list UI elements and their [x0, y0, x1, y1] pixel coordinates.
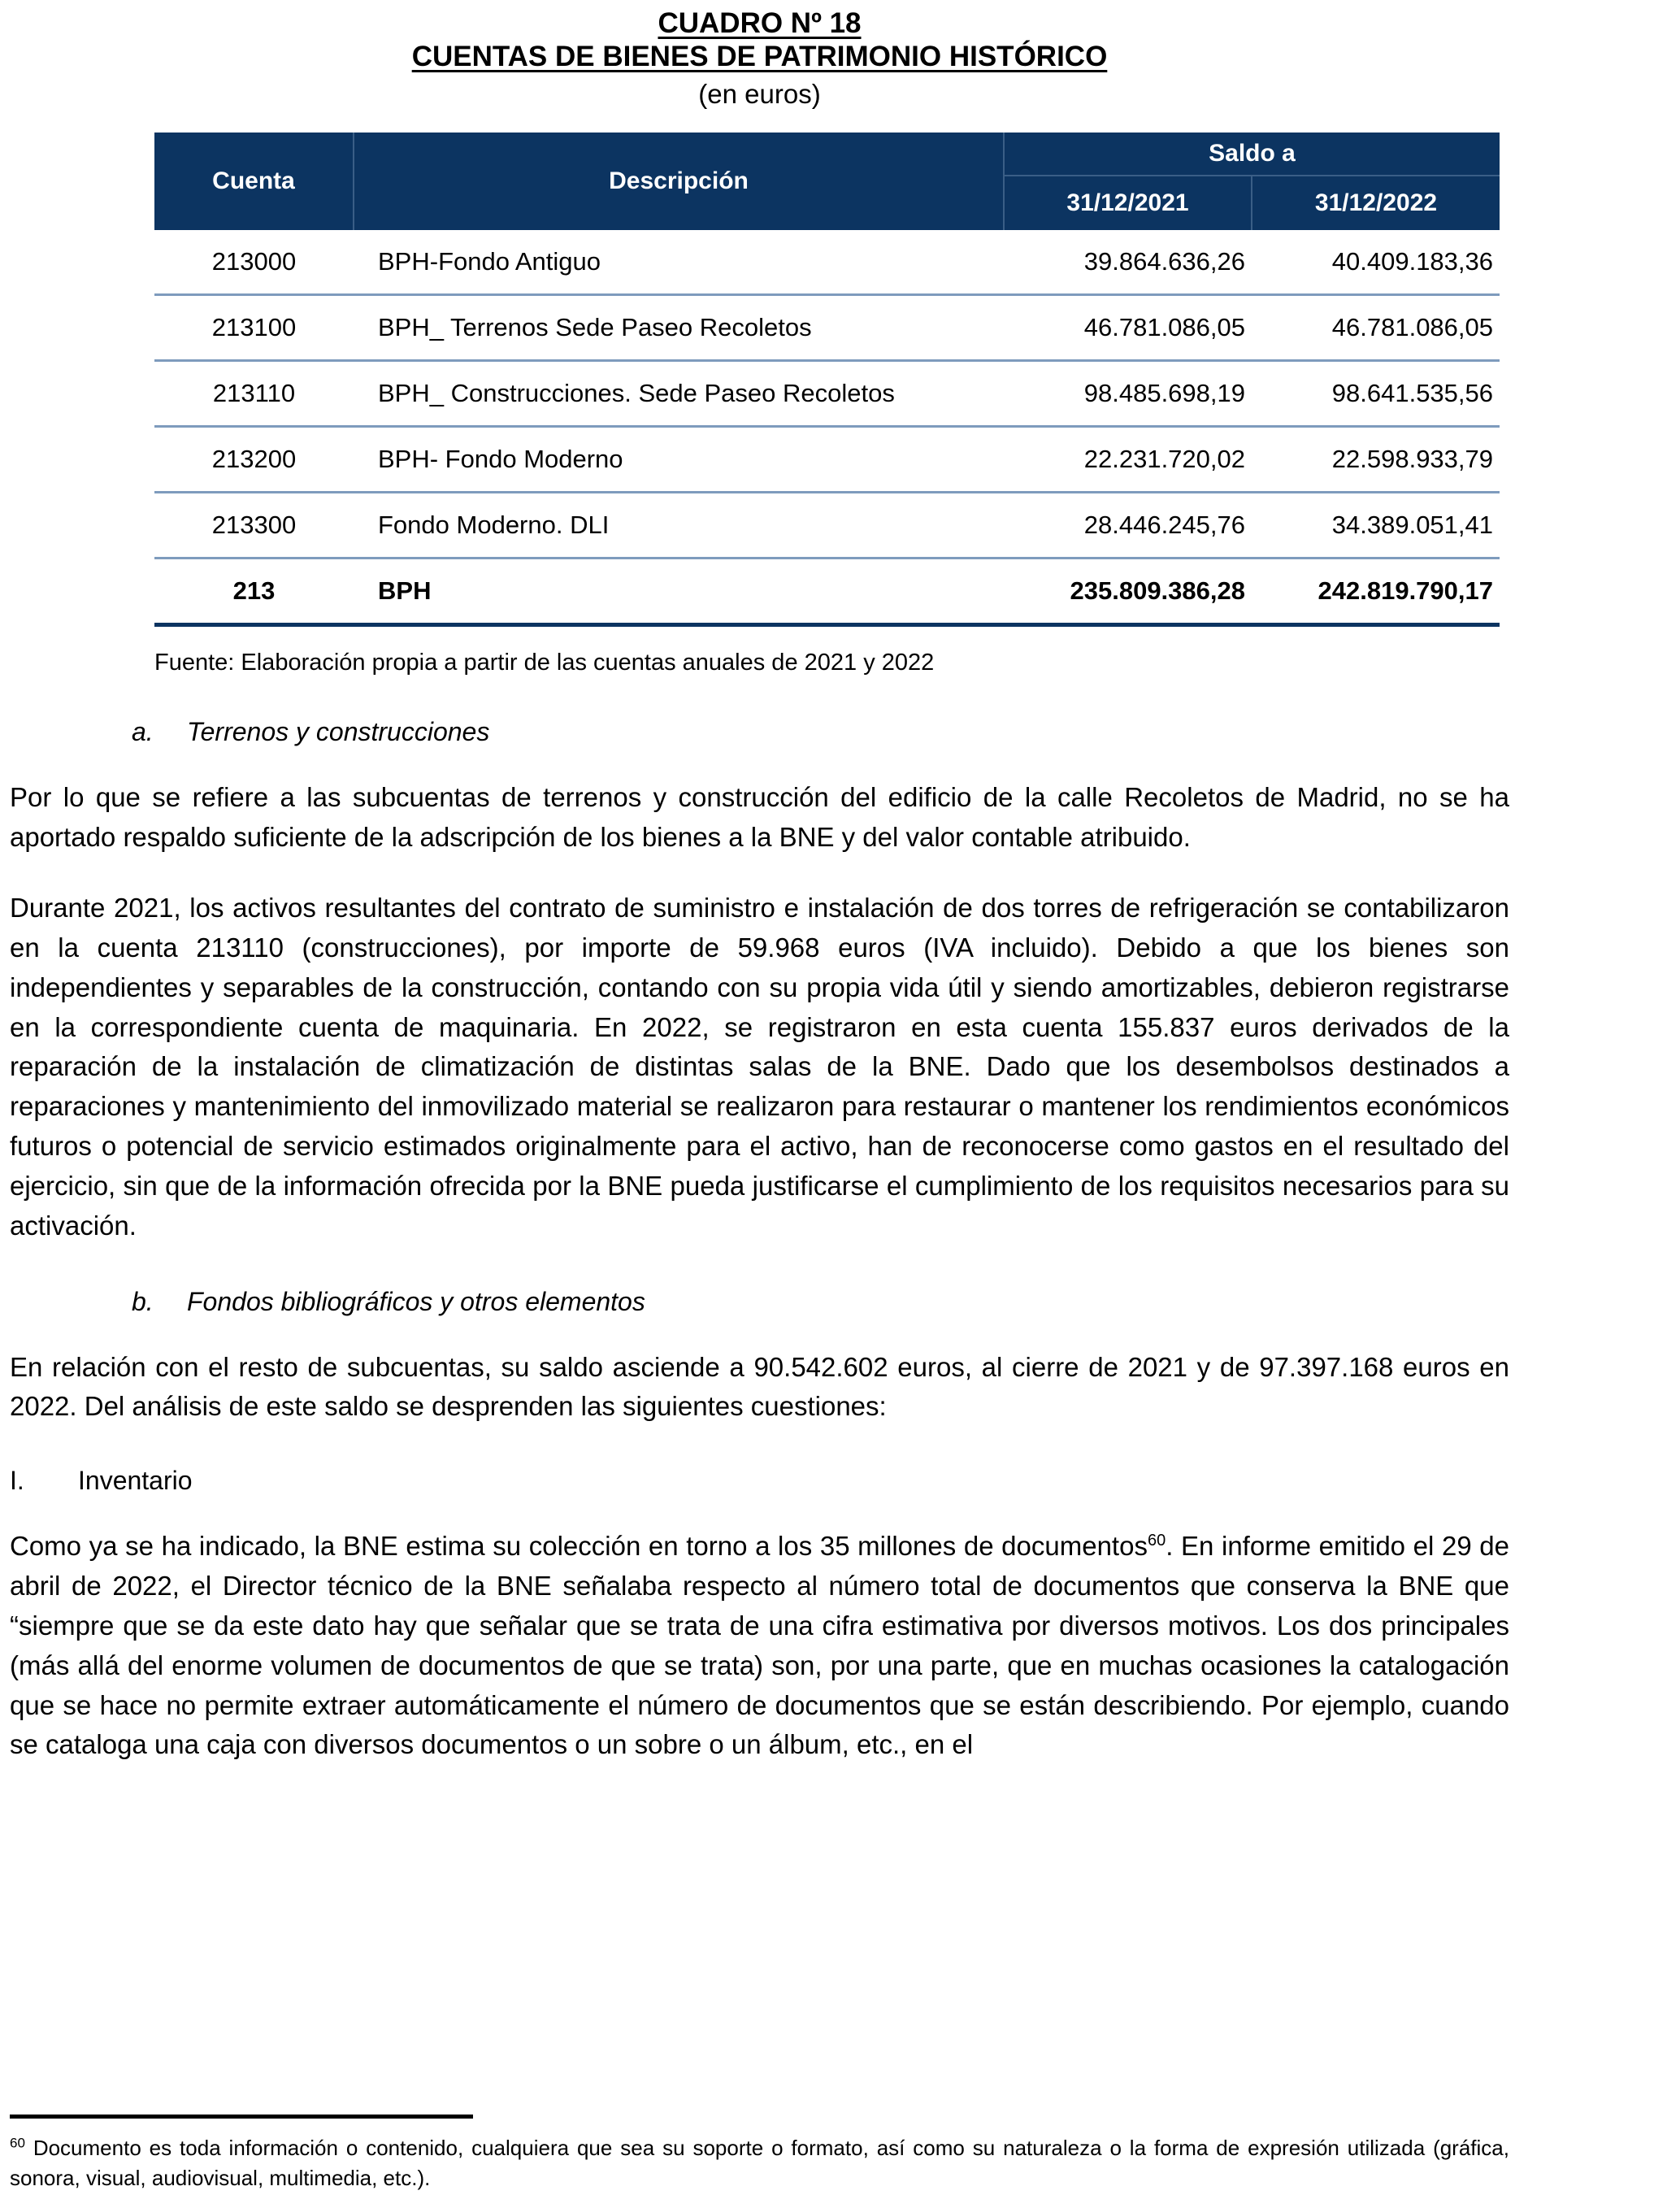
- table-title-block: [10, 7, 1509, 111]
- cell-total-saldo-2022: 242.819.790,17: [1252, 559, 1500, 625]
- footnote-reference-60[interactable]: 60: [1147, 1532, 1166, 1550]
- section-heading-a: [10, 717, 1509, 747]
- table-head: [154, 133, 1500, 230]
- footnote-number: 60: [10, 2135, 25, 2151]
- column-header-cuenta: Cuenta: [154, 133, 354, 230]
- table-row: [154, 427, 1500, 493]
- table-head-row-1: [154, 133, 1500, 176]
- cell-saldo-2021: 39.864.636,26: [1004, 230, 1252, 295]
- footnote-60: [10, 2133, 1509, 2193]
- cell-saldo-2022: 98.641.535,56: [1252, 361, 1500, 427]
- cell-saldo-2022: 46.781.086,05: [1252, 295, 1500, 361]
- cell-saldo-2021: 98.485.698,19: [1004, 361, 1252, 427]
- cuadro-table-wrapper: [10, 133, 1509, 627]
- paragraph-a2: Durante 2021, los activos resultantes del contrato de suministro e instalación de dos torres de refrigeración se contabilizaron en la cuenta 213110 (construcciones), por importe de 59.968 euros (IVA incluido). Debido a que los bienes son independientes y separables de la construcción, contando con su propia vida útil y siendo amortizables, debieron registrarse en la correspondiente cuenta de maquinaria. En 2022, se registraron en esta cuenta 155.837 euros derivados de la reparación de la instalación de climatización de distintas salas de la BNE. Dado que los desembolsos destinados a reparaciones y mantenimiento del inmovilizado material se realizaron para restaurar o mantener los rendimientos económicos futuros o potencial de servicio estimados originalmente para el activo, han de reconocerse como gastos en el resultado del ejercicio, sin que de la información ofrecida por la BNE pueda justificarse el cumplimiento de los requisitos necesarios para su activación.: [10, 893, 1509, 1241]
- cell-descripcion: BPH_ Construcciones. Sede Paseo Recoletos: [354, 361, 1004, 427]
- column-header-saldo-a: Saldo a: [1004, 133, 1500, 176]
- cuadro-number: CUADRO Nº 18: [658, 7, 862, 39]
- section-marker-a: a.: [132, 717, 154, 747]
- cell-saldo-2022: 22.598.933,79: [1252, 427, 1500, 493]
- section-heading-roman-1: [10, 1466, 1509, 1496]
- cell-cuenta: 213000: [154, 230, 354, 295]
- section-marker-roman-1: I.: [10, 1466, 24, 1496]
- cuadro-number-line: [10, 7, 1509, 40]
- cell-saldo-2021: 46.781.086,05: [1004, 295, 1252, 361]
- footnote-separator-rule: [10, 2115, 473, 2119]
- cuadro-units: (en euros): [698, 78, 821, 109]
- cell-descripcion: BPH-Fondo Antiguo: [354, 230, 1004, 295]
- section-title-a: Terrenos y construcciones: [187, 717, 490, 747]
- cell-descripcion: BPH- Fondo Moderno: [354, 427, 1004, 493]
- cell-total-descripcion: BPH: [354, 559, 1004, 625]
- cell-saldo-2022: 34.389.051,41: [1252, 493, 1500, 559]
- cuadro-title-line: [10, 40, 1509, 73]
- section-marker-b: b.: [132, 1286, 154, 1316]
- cuadro-title: CUENTAS DE BIENES DE PATRIMONIO HISTÓRICO: [411, 41, 1108, 73]
- page-content: [10, 0, 1509, 1765]
- cuadro-table: [154, 133, 1500, 627]
- column-header-date-2021: 31/12/2021: [1004, 176, 1252, 230]
- paragraph-roman-1: [10, 1527, 1509, 1765]
- paragraph-roman-1-part1: Como ya se ha indicado, la BNE estima su colección en torno a los 35 millones de documentos: [10, 1531, 1148, 1562]
- cell-cuenta: 213200: [154, 427, 354, 493]
- table-row: [154, 230, 1500, 295]
- cell-descripcion: Fondo Moderno. DLI: [354, 493, 1004, 559]
- cell-saldo-2022: 40.409.183,36: [1252, 230, 1500, 295]
- cell-total-cuenta: 213: [154, 559, 354, 625]
- cell-saldo-2021: 22.231.720,02: [1004, 427, 1252, 493]
- table-row: [154, 493, 1500, 559]
- table-row: [154, 295, 1500, 361]
- footnote-area: [10, 2115, 1509, 2193]
- cell-cuenta: 213300: [154, 493, 354, 559]
- cell-total-saldo-2021: 235.809.386,28: [1004, 559, 1252, 625]
- column-header-descripcion: Descripción: [354, 133, 1004, 230]
- section-title-b: Fondos bibliográficos y otros elementos: [187, 1286, 645, 1316]
- paragraph-a1: Por lo que se refiere a las subcuentas de terrenos y construcción del edificio de la calle Recoletos de Madrid, no se ha aportado respaldo suficiente de la adscripción de los bienes a la BNE y del valor contable atribuido.: [10, 782, 1509, 853]
- table-row: [154, 361, 1500, 427]
- table-source-note: Fuente: Elaboración propia a partir de las cuentas anuales de 2021 y 2022: [154, 650, 935, 676]
- cell-descripcion: BPH_ Terrenos Sede Paseo Recoletos: [354, 295, 1004, 361]
- paragraph-b1: En relación con el resto de subcuentas, su saldo asciende a 90.542.602 euros, al cierre de 2021 y de 97.397.168 euros en 2022. Del análisis de este saldo se desprenden las siguientes cuestiones:: [10, 1351, 1509, 1422]
- cell-saldo-2021: 28.446.245,76: [1004, 493, 1252, 559]
- footnote-body-text: Documento es toda información o contenido, cualquiera que sea su soporte o formato, así como su naturaleza o la forma de expresión utilizada (gráfica, sonora, visual, audiovisual, multimedia, etc.).: [10, 2136, 1509, 2191]
- cell-cuenta: 213110: [154, 361, 354, 427]
- table-body: [154, 230, 1500, 625]
- section-heading-b: [10, 1287, 1509, 1317]
- table-total-row: [154, 559, 1500, 625]
- column-header-date-2022: 31/12/2022: [1252, 176, 1500, 230]
- cell-cuenta: 213100: [154, 295, 354, 361]
- section-title-roman-1: Inventario: [78, 1466, 193, 1496]
- paragraph-roman-1-part2: . En informe emitido el 29 de abril de 2022, el Director técnico de la BNE señalaba respecto al número total de documentos que conserva la BNE que “siempre que se da este dato hay que señalar que se trata de una cifra estimativa por diversos motivos. Los dos principales (más allá del enorme volumen de documentos de que se trata) son, por una parte, que en muchas ocasiones la catalogación que se hace no permite extraer automáticamente el número de documentos que se están describiendo. Por ejemplo, cuando se cataloga una caja con diversos documentos o un sobre o un álbum, etc., en el: [10, 1531, 1509, 1760]
